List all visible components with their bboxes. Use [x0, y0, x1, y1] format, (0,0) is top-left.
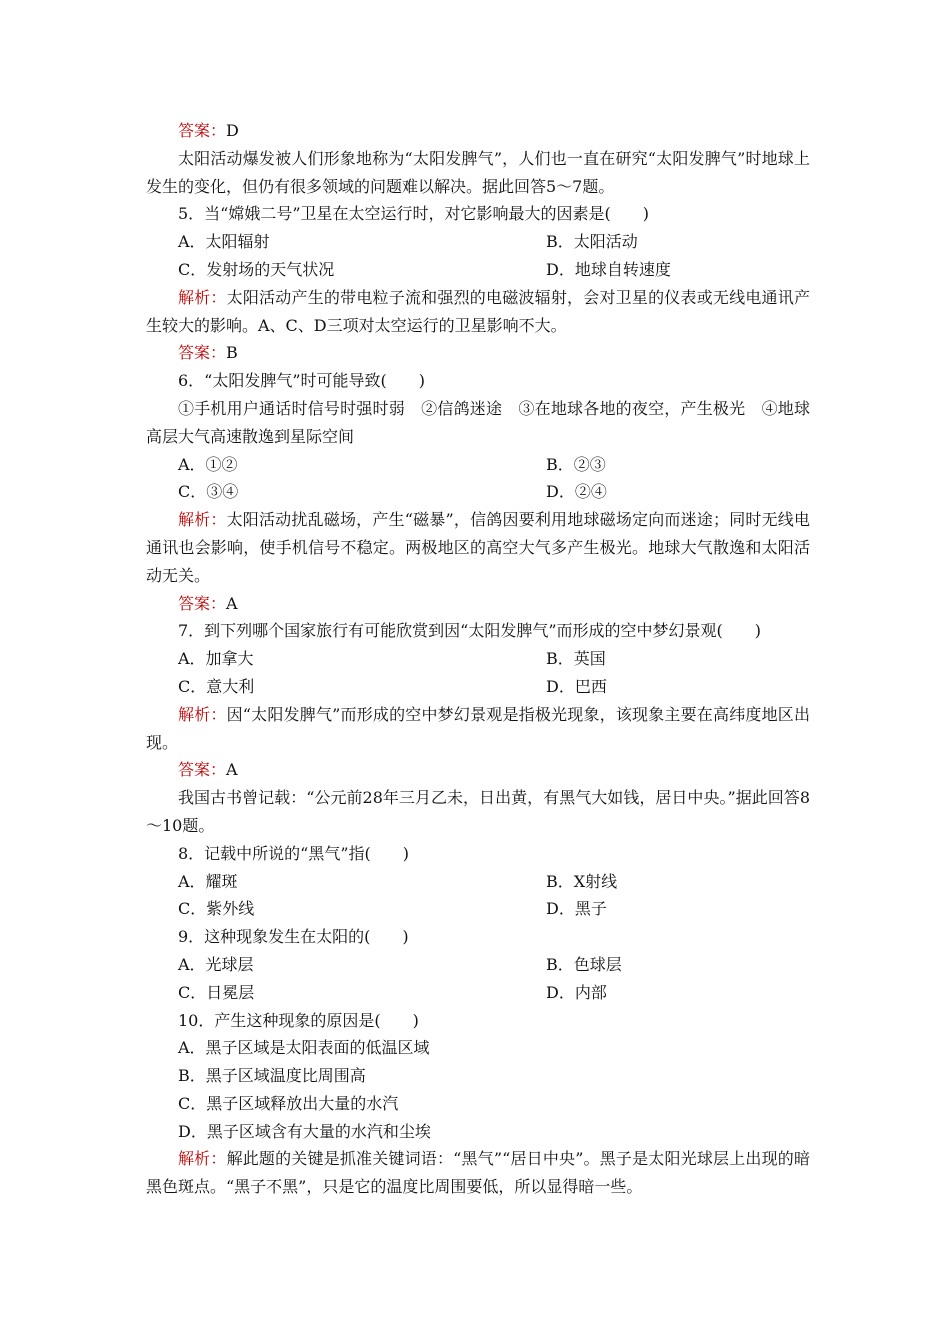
question-6-items: ①手机用户通话时信号时强时弱 ②信鸽迷途 ③在地球各地的夜空，产生极光 ④地球高层大气高速散逸到星际空间 [146, 398, 810, 446]
question-5-answer [146, 339, 810, 367]
answer-value: A [226, 760, 238, 780]
option-c: C．日冕层 [178, 982, 255, 1002]
option-d: D．巴西 [546, 676, 607, 696]
document-page [146, 117, 810, 1201]
analysis-label: 解析： [178, 704, 227, 724]
question-6-answer [146, 590, 810, 618]
analysis-label: 解析： [178, 510, 227, 530]
option-b: B．②③ [546, 454, 606, 474]
analysis-text: 解此题的关键是抓准关键词语：“黑气”“居日中央”。黑子是太阳光球层上出现的暗黑色斑点。“黑子不黑”，只是它的温度比周围要低，所以显得暗一些。 [146, 1149, 810, 1197]
answer-label: 答案： [178, 121, 227, 140]
option-b: B．太阳活动 [546, 232, 638, 252]
option-d: D．地球自转速度 [546, 259, 671, 279]
option-a: A．①② [178, 454, 238, 474]
analysis-label: 解析： [178, 1149, 227, 1169]
option-b: B．黑子区域温度比周围高 [178, 1066, 366, 1086]
option-a: A．太阳辐射 [178, 232, 270, 252]
option-c: C．发射场的天气状况 [178, 259, 335, 279]
question-10-analysis [146, 1145, 810, 1201]
question-7-stem: 7．到下列哪个国家旅行有可能欣赏到因“太阳发脾气”而形成的空中梦幻景观( ) [178, 621, 762, 641]
question-7-options-row2 [146, 673, 810, 701]
answer-q4 [146, 117, 810, 145]
intro-q5-7: 太阳活动爆发被人们形象地称为“太阳发脾气”，人们也一直在研究“太阳发脾气”时地球上发生的变化，但仍有很多领域的问题难以解决。据此回答5～7题。 [146, 148, 810, 196]
option-b: B．英国 [546, 649, 606, 669]
question-7-options-row1 [146, 645, 810, 673]
option-b: B．X射线 [546, 871, 618, 891]
analysis-text: 因“太阳发脾气”而形成的空中梦幻景观是指极光现象，该现象主要在高纬度地区出现。 [146, 704, 810, 752]
option-a: A．耀斑 [178, 871, 238, 891]
option-d: D．内部 [546, 982, 607, 1002]
option-c: C．意大利 [178, 676, 255, 696]
answer-value: B [226, 343, 238, 363]
option-d: D．黑子区域含有大量的水汽和尘埃 [178, 1121, 431, 1141]
option-a: A．加拿大 [178, 649, 254, 669]
answer-label: 答案： [178, 593, 227, 613]
analysis-text: 太阳活动产生的带电粒子流和强烈的电磁波辐射，会对卫星的仪表或无线电通讯产生较大的影响。A、C、D三项对太空运行的卫星影响不大。 [146, 287, 810, 335]
question-5-options-row1 [146, 228, 810, 256]
question-7-analysis [146, 701, 810, 757]
question-9-stem: 9．这种现象发生在太阳的( ) [178, 927, 409, 947]
question-8-stem: 8．记载中所说的“黑气”指( ) [178, 843, 410, 863]
answer-label: 答案： [178, 343, 227, 363]
question-10-stem: 10．产生这种现象的原因是( ) [178, 1010, 419, 1030]
question-7-answer [146, 756, 810, 784]
answer-label: 答案： [178, 760, 227, 780]
option-b: B．色球层 [546, 954, 622, 974]
question-8-options-row1 [146, 868, 810, 896]
question-5-analysis [146, 284, 810, 340]
intro-q8-10: 我国古书曾记载：“公元前28年三月乙未，日出黄，有黑气大如钱，居日中央。”据此回答8～10题。 [146, 788, 810, 835]
analysis-label: 解析： [178, 287, 227, 307]
option-d: D．黑子 [546, 899, 607, 919]
question-9-options-row1 [146, 951, 810, 979]
analysis-text: 太阳活动扰乱磁场，产生“磁暴”，信鸽因要利用地球磁场定向而迷途；同时无线电通讯也会影响，使手机信号不稳定。两极地区的高空大气多产生极光。地球大气散逸和太阳活动无关。 [146, 510, 810, 585]
option-c: C．③④ [178, 482, 239, 502]
option-c: C．黑子区域释放出大量的水汽 [178, 1093, 399, 1113]
question-5-stem: 5．当“嫦娥二号”卫星在太空运行时，对它影响最大的因素是( ) [178, 204, 650, 224]
question-5-options-row2 [146, 256, 810, 284]
question-6-analysis [146, 506, 810, 589]
question-6-options-row1 [146, 451, 810, 479]
question-9-options-row2 [146, 979, 810, 1007]
option-a: A．光球层 [178, 954, 254, 974]
option-d: D．②④ [546, 482, 607, 502]
answer-value: A [226, 593, 238, 613]
option-c: C．紫外线 [178, 899, 255, 919]
question-6-stem: 6．“太阳发脾气”时可能导致( ) [178, 371, 426, 391]
question-8-options-row2 [146, 895, 810, 923]
answer-value: D [226, 121, 239, 140]
option-a: A．黑子区域是太阳表面的低温区域 [178, 1038, 430, 1058]
question-6-options-row2 [146, 478, 810, 506]
